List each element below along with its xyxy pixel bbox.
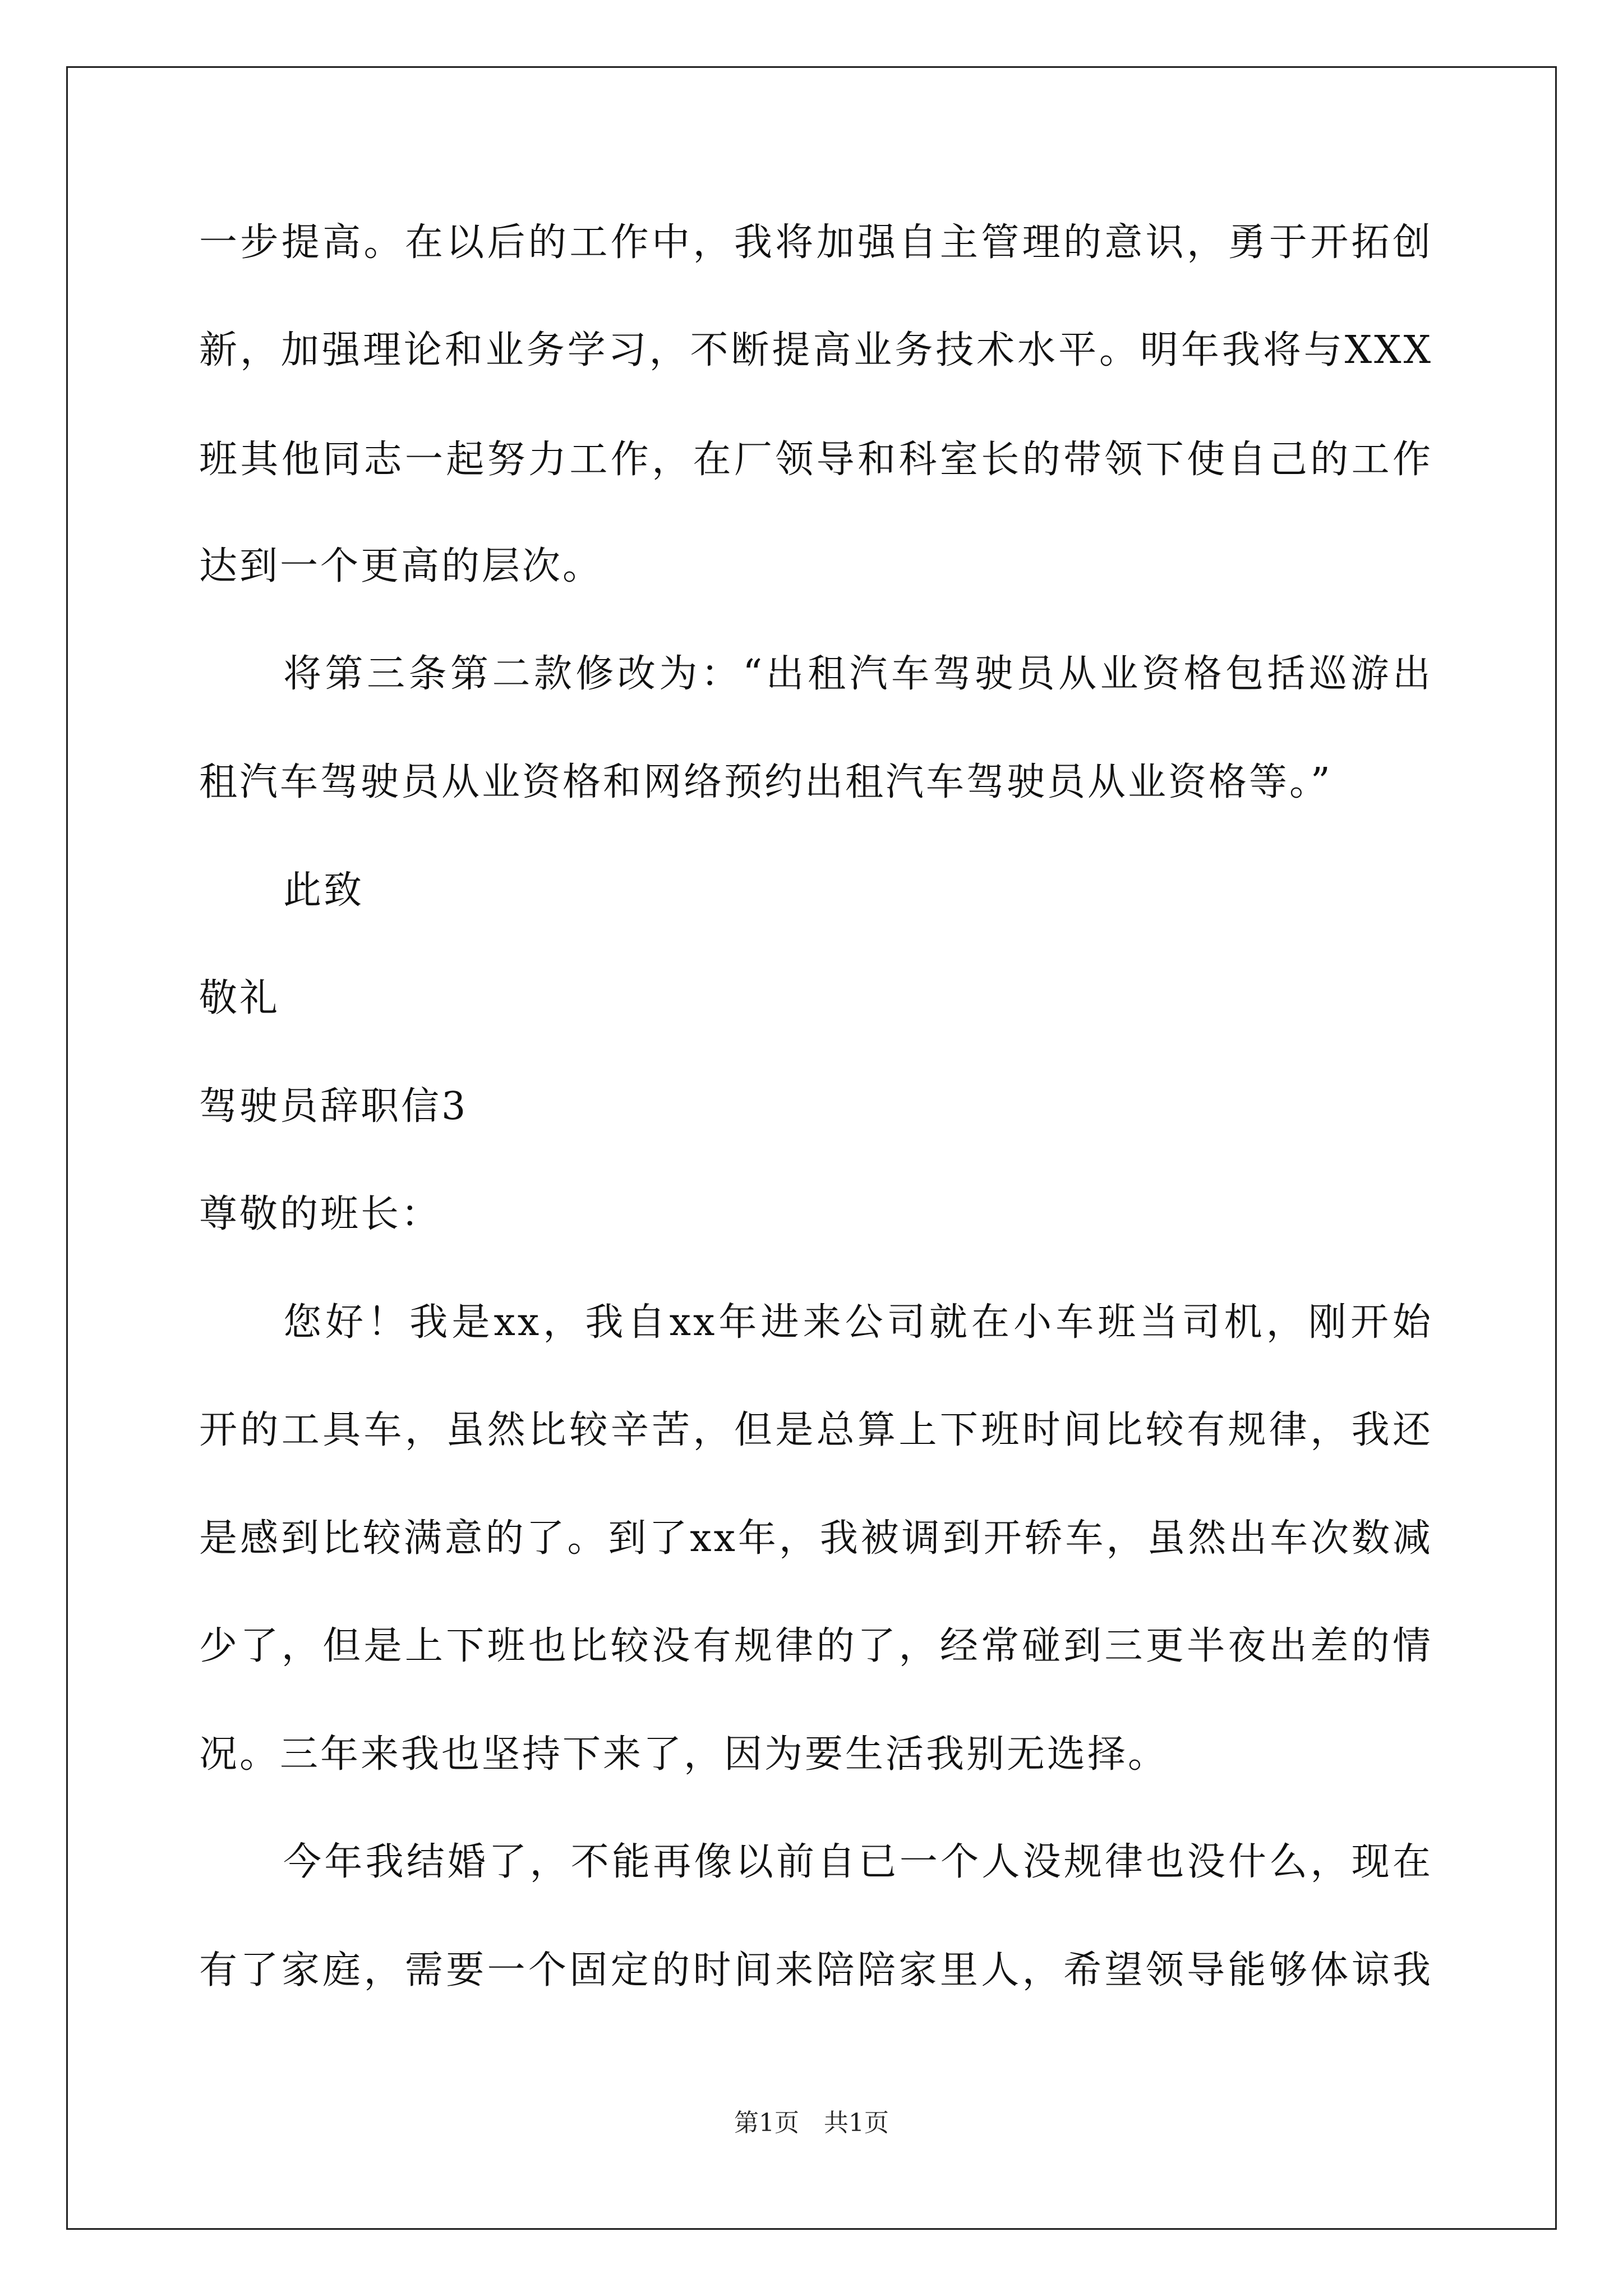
text-line-3: 班其他同志一起努力工作，在厂领导和科室长的带领下使自己的工作	[199, 438, 1433, 482]
page-number-footer: 第1页 共1页	[734, 2109, 889, 2137]
text-line-1: 一步提高。在以后的工作中，我将加强自主管理的意识，勇于开拓创	[199, 220, 1433, 265]
text-line-13: 是感到比较满意的了。到了xx年，我被调到开轿车，虽然出车次数减	[199, 1516, 1433, 1561]
text-line-14: 少了，但是上下班也比较没有规律的了，经常碰到三更半夜出差的情	[199, 1624, 1433, 1668]
text-line-5: 将第三条第二款修改为：“出租汽车驾驶员从业资格包括巡游出	[283, 652, 1433, 696]
letter-greeting: 尊敬的班长：	[199, 1192, 442, 1236]
page-border	[66, 66, 1557, 2230]
text-line-4: 达到一个更高的层次。	[199, 544, 603, 588]
text-line-11: 您好！我是xx，我自xx年进来公司就在小车班当司机，刚开始	[283, 1300, 1433, 1345]
text-line-6: 租汽车驾驶员从业资格和网络预约出租汽车驾驶员从业资格等。”	[199, 760, 1332, 804]
closing-respect: 敬礼	[199, 976, 280, 1020]
closing-salutation: 此致	[283, 868, 365, 913]
text-line-16: 今年我结婚了，不能再像以前自已一个人没规律也没什么，现在	[283, 1840, 1433, 1884]
letter-title: 驾驶员辞职信3	[199, 1084, 468, 1129]
text-line-15: 况。三年来我也坚持下来了，因为要生活我别无选择。	[199, 1732, 1169, 1777]
text-line-17: 有了家庭，需要一个固定的时间来陪陪家里人，希望领导能够体谅我	[199, 1948, 1433, 1993]
text-line-12: 开的工具车，虽然比较辛苦，但是总算上下班时间比较有规律，我还	[199, 1408, 1433, 1452]
text-line-2: 新，加强理论和业务学习，不断提高业务技术水平。明年我将与XXX	[199, 328, 1433, 372]
